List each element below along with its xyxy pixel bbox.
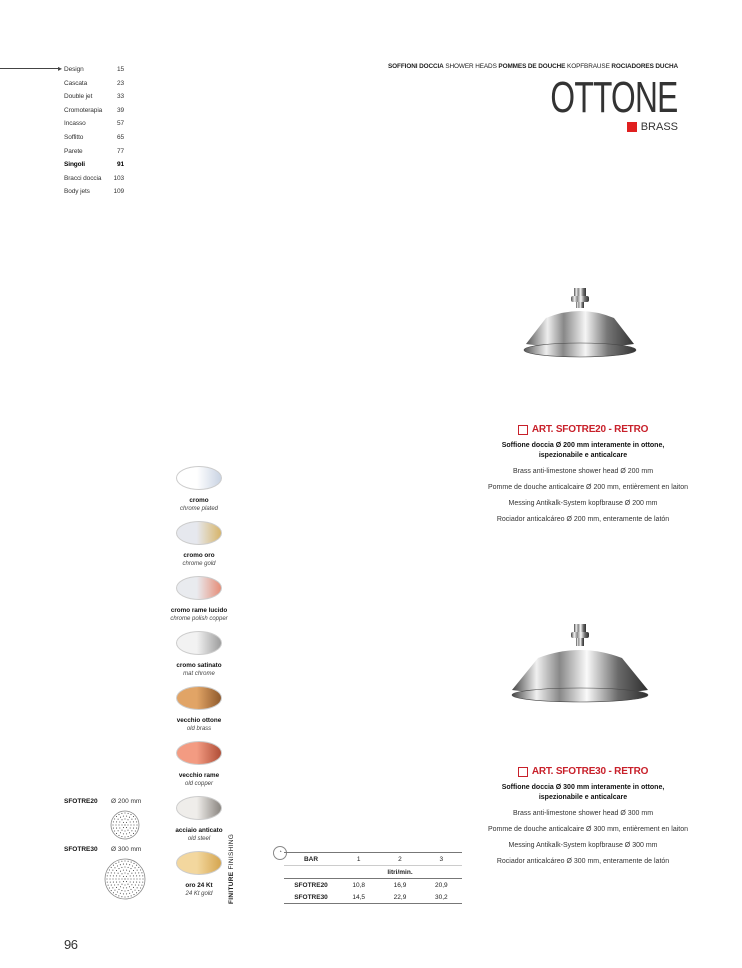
table-cell: 22,9	[379, 891, 420, 904]
product-photo-sfotre30	[488, 580, 678, 760]
category-line	[388, 63, 678, 70]
index-item[interactable]	[64, 185, 124, 199]
index-item-page: 33	[116, 93, 124, 101]
desc-fr: Pomme de douche anticalcaire Ø 300 mm, entièrement en laiton	[488, 826, 688, 833]
size-diameter: Ø 300 mm	[111, 846, 142, 853]
cat-it: SOFFIONI DOCCIA	[388, 63, 444, 70]
cat-fr: POMMES DE DOUCHE	[498, 63, 566, 70]
index-item[interactable]	[64, 77, 124, 91]
desc-de: Messing Antikalk-System kopfbrause Ø 300 mm	[508, 842, 658, 849]
index-item-label: Soffitto	[64, 133, 84, 141]
finish-swatch-item	[144, 796, 254, 843]
table-cell: 14,5	[338, 891, 379, 904]
finish-swatch-icon	[176, 521, 222, 545]
row-label: SFOTRE30	[284, 891, 338, 904]
finish-name-en: 24 Kt gold	[185, 891, 213, 897]
index-item-label: Incasso	[64, 120, 86, 128]
index-item-page: 39	[116, 106, 124, 114]
table-header-row	[284, 853, 462, 866]
index-arrow-icon: ▸	[58, 64, 63, 73]
index-item-label: Body jets	[64, 188, 90, 196]
finish-swatch-icon	[176, 686, 222, 710]
index-item-page: 15	[116, 66, 124, 73]
index-item-label: Cromoterapia	[64, 106, 103, 114]
index-item-page: 23	[116, 79, 124, 87]
finishing-label: FINITURE FINISHING	[228, 833, 235, 904]
cat-en: SHOWER HEADS	[445, 63, 497, 70]
cat-es: ROCIADORES DUCHA	[611, 63, 678, 70]
page-number: 96	[64, 937, 78, 952]
index-item-label: Double jet	[64, 93, 93, 101]
index-item-label: Parete	[64, 147, 83, 155]
finish-swatch-item	[144, 686, 254, 733]
product-photo-sfotre20	[488, 240, 678, 410]
desc-de: Messing Antikalk-System kopfbrause Ø 200 mm	[508, 500, 658, 507]
finish-swatch-icon	[176, 796, 222, 820]
table-cell: 10,8	[352, 881, 365, 889]
finish-swatch-icon	[176, 631, 222, 655]
desc-en: Brass anti-limestone shower head Ø 300 mm	[512, 810, 654, 817]
index-item-label: Bracci doccia	[64, 174, 102, 182]
checkbox-icon	[518, 425, 528, 435]
index-rule	[0, 68, 60, 69]
desc-it: Soffione doccia Ø 300 mm interamente in ottone, ispezionabile e anticalcare	[501, 784, 665, 801]
finish-name: cromo oro	[183, 552, 215, 559]
finish-name-en: chrome gold	[182, 561, 216, 567]
subtitle-text: BRASS	[640, 121, 678, 133]
spray-plate-300-icon	[104, 858, 146, 905]
art-title: ART. SFOTRE20 - RETRO	[488, 424, 678, 435]
finish-name-en: chrome plated	[179, 506, 219, 512]
index-item-page: 103	[113, 174, 124, 182]
index-item-page: 77	[116, 147, 124, 155]
finish-name-en: chrome polish copper	[170, 616, 228, 622]
header-cell: 3	[421, 853, 462, 866]
index-item[interactable]	[64, 145, 124, 159]
product-sfotre20	[488, 424, 688, 528]
index-item-label: Singoli	[64, 161, 85, 169]
table-unit-row	[284, 866, 462, 879]
index-item[interactable]	[64, 90, 124, 104]
desc-fr: Pomme de douche anticalcaire Ø 200 mm, entièrement en laiton	[488, 484, 688, 491]
page-title: OTTONE	[550, 73, 678, 122]
finish-name-en: old brass	[186, 726, 212, 732]
checkbox-icon	[518, 767, 528, 777]
finish-name-en: old copper	[184, 781, 214, 787]
index-item-page: 91	[116, 161, 124, 169]
cat-de: KOPFBRAUSE	[567, 63, 610, 70]
finish-swatch-item	[144, 631, 254, 678]
finish-name: vecchio ottone	[176, 717, 222, 724]
index-item[interactable]	[64, 117, 124, 131]
header-cell: 2	[379, 853, 420, 866]
flow-rate-table	[284, 852, 462, 904]
desc-it: Soffione doccia Ø 200 mm interamente in ottone, ispezionabile e anticalcare	[501, 442, 665, 459]
index-item[interactable]	[64, 63, 124, 77]
table-row	[284, 879, 462, 892]
finish-name-en: mat chrome	[183, 671, 215, 677]
desc-en: Brass anti-limestone shower head Ø 200 mm	[512, 468, 654, 475]
flow-icon: ◔	[273, 846, 287, 860]
table-cell: 30,2	[421, 891, 462, 904]
index-item-label: Design	[64, 66, 84, 73]
section-index	[64, 63, 124, 199]
material-color-icon	[627, 122, 637, 132]
table-row	[284, 891, 462, 904]
product-sfotre30	[488, 766, 688, 870]
size-diameter: Ø 200 mm	[111, 798, 142, 805]
finish-name-en: old steel	[187, 836, 211, 842]
spray-plate-200-icon	[110, 810, 140, 845]
index-item[interactable]	[64, 131, 124, 145]
finish-name: vecchio rame	[178, 772, 220, 779]
finish-name: cromo	[189, 497, 209, 504]
row-label: SFOTRE20	[294, 881, 328, 889]
size-code: SFOTRE20	[64, 798, 98, 805]
desc-es: Rociador anticalcáreo Ø 300 mm, enteramente de latón	[496, 858, 670, 865]
index-item-page: 57	[116, 120, 124, 128]
finish-swatch-icon	[176, 741, 222, 765]
finish-swatch-icon	[176, 576, 222, 600]
finish-name: oro 24 Kt	[185, 882, 213, 889]
shower-head-icon	[488, 580, 678, 760]
index-item[interactable]	[64, 172, 124, 186]
finish-swatch-icon	[176, 466, 222, 490]
finish-swatch-item	[144, 741, 254, 788]
finish-name: cromo rame lucido	[170, 607, 228, 614]
index-item-page: 65	[116, 133, 124, 141]
index-item[interactable]	[64, 104, 124, 118]
index-item-page: 109	[113, 188, 124, 196]
index-item[interactable]	[64, 158, 124, 172]
shower-head-icon	[488, 240, 678, 410]
size-code: SFOTRE30	[64, 846, 98, 853]
finish-swatch-item	[144, 521, 254, 568]
header-cell: BAR	[284, 853, 338, 866]
art-title: ART. SFOTRE30 - RETRO	[488, 766, 678, 777]
header-cell: 1	[338, 853, 379, 866]
index-item-label: Cascata	[64, 79, 88, 87]
desc-es: Rociador anticalcáreo Ø 200 mm, enteramente de latón	[496, 516, 670, 523]
unit-cell: litri/min.	[338, 866, 462, 879]
finish-swatch-item	[144, 466, 254, 513]
finish-swatch-item	[144, 576, 254, 623]
finish-name: acciaio anticato	[175, 827, 223, 834]
finish-swatch-icon	[176, 851, 222, 875]
table-cell: 16,9	[393, 881, 407, 889]
finish-name: cromo satinato	[176, 662, 222, 669]
page-subtitle	[627, 121, 678, 133]
table-cell: 20,9	[435, 881, 448, 889]
finish-swatch-item	[144, 851, 254, 898]
